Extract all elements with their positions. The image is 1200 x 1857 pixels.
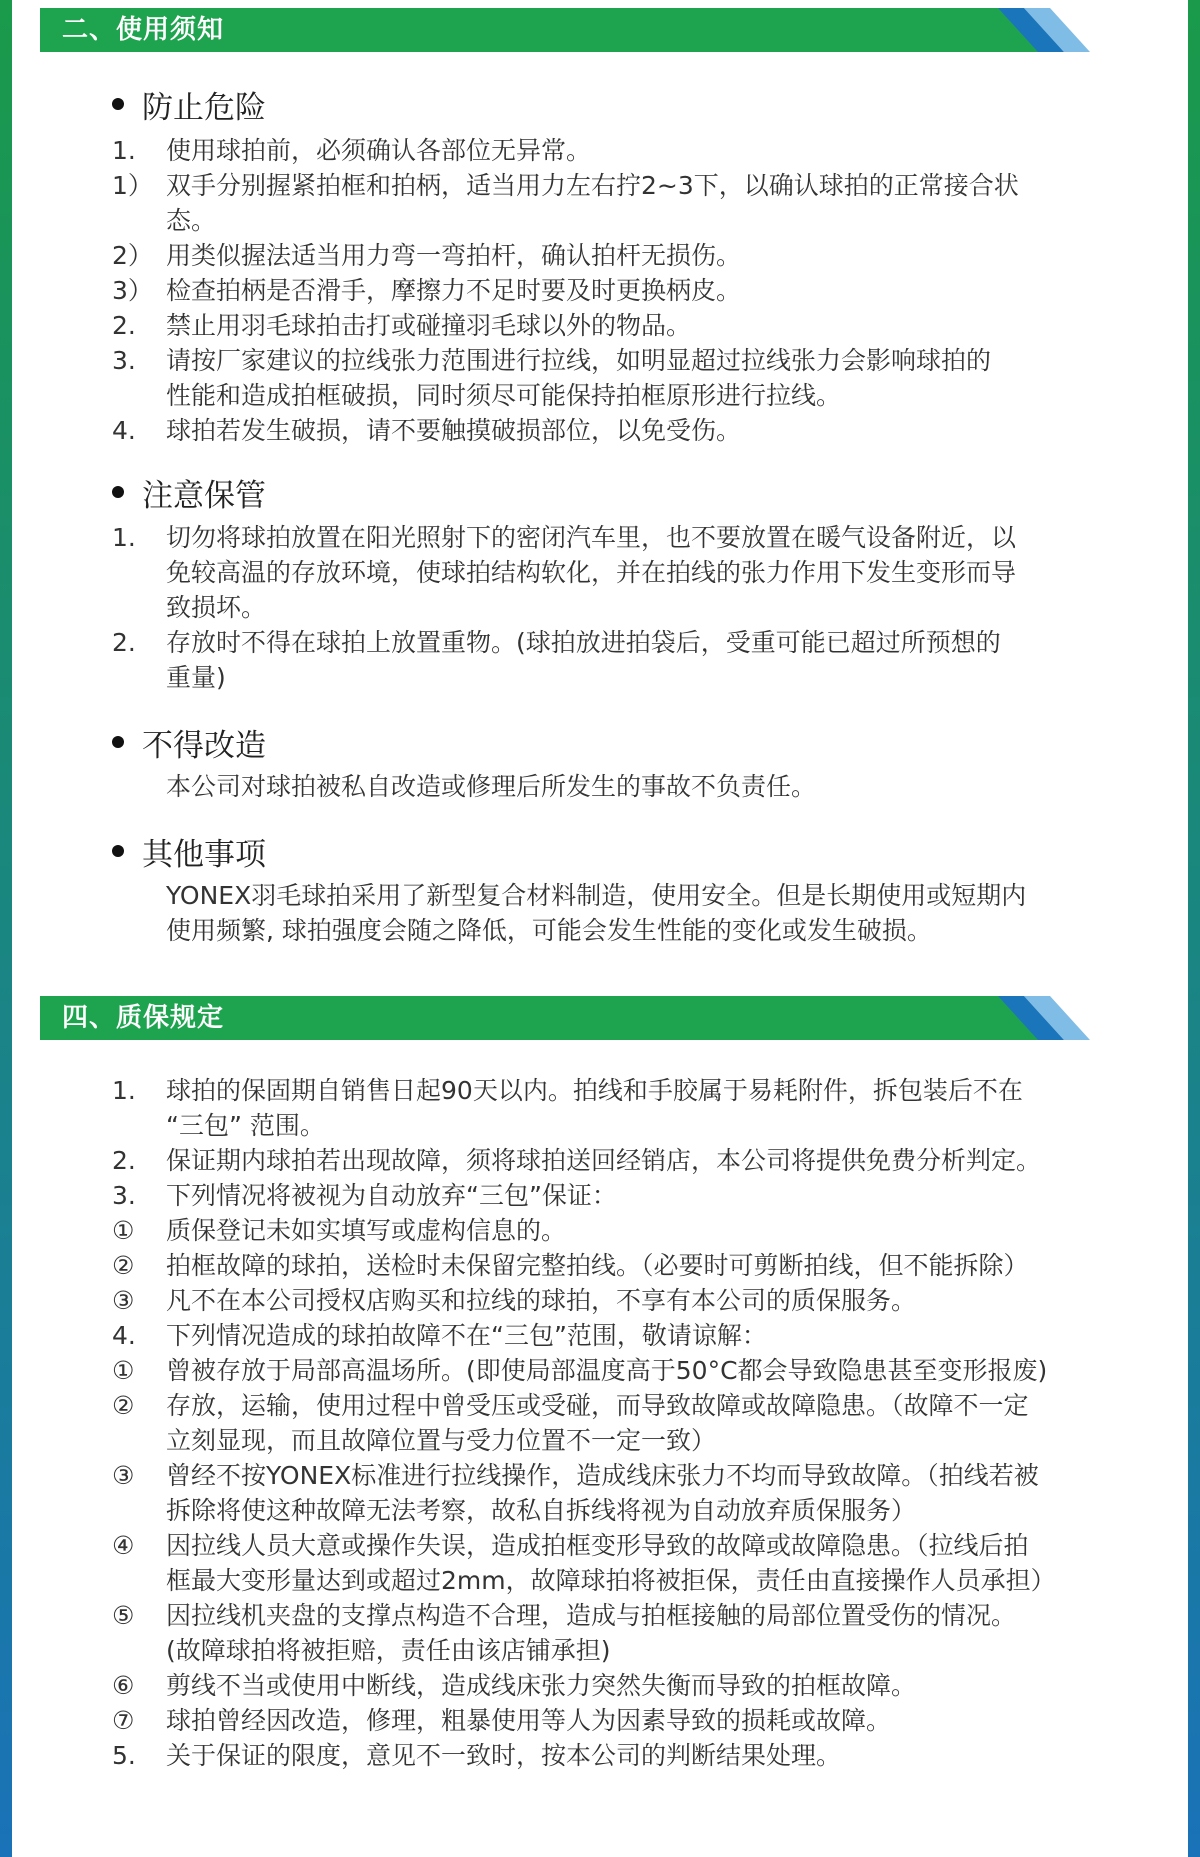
list-item — [112, 1213, 1152, 1248]
item-text: 使用球拍前，必须确认各部位无异常。 — [166, 136, 592, 165]
item-number: 2. — [112, 311, 136, 340]
item-number: 2. — [112, 628, 136, 657]
bullet-icon — [112, 486, 124, 498]
item-number: ⑦ — [112, 1706, 135, 1735]
item-number: 3. — [112, 346, 136, 375]
item-continuation: 性能和造成拍框破损，同时须尽可能保持拍框原形进行拉线。 — [166, 381, 842, 410]
item-continuation: 拆除将使这种故障无法考察，故私自拆线将视为自动放弃质保服务） — [166, 1496, 917, 1525]
heading-storage — [112, 472, 266, 512]
item-continuation: 态。 — [166, 206, 217, 235]
item-text: 检查拍柄是否滑手，摩擦力不足时要及时更换柄皮。 — [166, 276, 742, 305]
item-text: 球拍若发生破损，请不要触摸破损部位，以免受伤。 — [166, 416, 742, 445]
item-text: 质保登记未如实填写或虚构信息的。 — [166, 1216, 567, 1245]
item-number: ⑥ — [112, 1671, 135, 1700]
item-number: 4. — [112, 416, 136, 445]
item-number: 2. — [112, 1146, 136, 1175]
item-text: 用类似握法适当用力弯一弯拍杆，确认拍杆无损伤。 — [166, 241, 742, 270]
item-number: 3） — [112, 276, 153, 305]
heading-danger — [112, 84, 266, 124]
heading-other — [112, 831, 266, 871]
list-item — [112, 273, 1152, 308]
item-text: 球拍曾经因改造，修理，粗暴使用等人为因素导致的损耗或故障。 — [166, 1706, 892, 1735]
bullet-icon — [112, 736, 124, 748]
item-number: 3. — [112, 1181, 136, 1210]
item-number: 5. — [112, 1741, 136, 1770]
item-continuation: 重量) — [166, 663, 226, 692]
left-edge-stripe — [0, 0, 12, 1857]
item-number: 4. — [112, 1321, 136, 1350]
item-text: 曾被存放于局部高温场所。(即使局部温度高于50°C都会导致隐患甚至变形报废) — [166, 1356, 1048, 1385]
list-item — [112, 308, 1152, 343]
list-item — [112, 1318, 1152, 1353]
heading-text: 注意保管 — [142, 477, 266, 514]
right-edge-stripe — [1188, 0, 1200, 1857]
section-banner-warranty — [40, 996, 1080, 1044]
item-text: 禁止用羽毛球拍击打或碰撞羽毛球以外的物品。 — [166, 311, 692, 340]
list-item — [112, 1073, 1152, 1108]
item-number: ③ — [112, 1461, 135, 1490]
list-item — [112, 1178, 1152, 1213]
item-number: ② — [112, 1391, 135, 1420]
list-item — [112, 168, 1152, 203]
bullet-icon — [112, 98, 124, 110]
item-number: ④ — [112, 1531, 135, 1560]
item-number: ① — [112, 1216, 135, 1245]
list-item — [112, 413, 1152, 448]
heading-text: 防止危险 — [142, 89, 266, 126]
paragraph-text: 本公司对球拍被私自改造或修理后所发生的事故不负责任。 — [166, 772, 817, 801]
item-text: 因拉线机夹盘的支撑点构造不合理，造成与拍框接触的局部位置受伤的情况。 — [166, 1601, 1017, 1630]
heading-modify — [112, 722, 266, 762]
item-number: 2） — [112, 241, 153, 270]
section-title: 四、质保规定 — [62, 1003, 225, 1033]
list-item — [112, 1668, 1152, 1703]
item-text: 保证期内球拍若出现故障，须将球拍送回经销店，本公司将提供免费分析判定。 — [166, 1146, 1042, 1175]
item-number: ③ — [112, 1286, 135, 1315]
list-item — [112, 1248, 1152, 1283]
item-text: 关于保证的限度，意见不一致时，按本公司的判断结果处理。 — [166, 1741, 842, 1770]
list-item — [112, 1598, 1152, 1633]
item-text: 因拉线人员大意或操作失误，造成拍框变形导致的故障或故障隐患。（拉线后拍 — [166, 1531, 1029, 1560]
list-item — [112, 343, 1152, 378]
item-continuation: 框最大变形量达到或超过2mm，故障球拍将被拒保，责任由直接操作人员承担） — [166, 1566, 1056, 1595]
item-text: 请按厂家建议的拉线张力范围进行拉线，如明显超过拉线张力会影响球拍的 — [166, 346, 992, 375]
item-text: 双手分别握紧拍框和拍柄，适当用力左右拧2~3下，以确认球拍的正常接合状 — [166, 171, 1019, 200]
item-text: 剪线不当或使用中断线，造成线床张力突然失衡而导致的拍框故障。 — [166, 1671, 917, 1700]
item-number: ⑤ — [112, 1601, 135, 1630]
item-text: 拍框故障的球拍，送检时未保留完整拍线。（必要时可剪断拍线，但不能拆除） — [166, 1251, 1029, 1280]
list-item — [112, 1388, 1152, 1423]
section-title: 二、使用须知 — [62, 15, 225, 45]
item-continuation: 立刻显现，而且故障位置与受力位置不一定一致） — [166, 1426, 717, 1455]
list-item — [112, 1738, 1152, 1773]
section-banner-usage — [40, 8, 1080, 56]
item-text: 凡不在本公司授权店购买和拉线的球拍，不享有本公司的质保服务。 — [166, 1286, 917, 1315]
list-item — [112, 625, 1152, 660]
item-text: 下列情况造成的球拍故障不在“三包”范围，敬请谅解： — [166, 1321, 767, 1350]
item-text: 曾经不按YONEX标准进行拉线操作，造成线床张力不均而导致故障。（拍线若被 — [166, 1461, 1039, 1490]
heading-text: 不得改造 — [142, 727, 266, 764]
paragraph-text: YONEX羽毛球拍采用了新型复合材料制造，使用安全。但是长期使用或短期内 — [166, 881, 1027, 910]
item-number: 1. — [112, 1076, 136, 1105]
item-text: 切勿将球拍放置在阳光照射下的密闭汽车里，也不要放置在暖气设备附近，以 — [166, 523, 1017, 552]
item-continuation: 致损坏。 — [166, 593, 267, 622]
list-item — [112, 133, 1152, 168]
item-continuation: “三包” 范围。 — [166, 1111, 325, 1140]
list-item — [112, 1458, 1152, 1493]
item-number: 1. — [112, 523, 136, 552]
item-number: ② — [112, 1251, 135, 1280]
item-text: 存放时不得在球拍上放置重物。(球拍放进拍袋后，受重可能已超过所预想的 — [166, 628, 1001, 657]
item-number: 1） — [112, 171, 153, 200]
item-continuation: (故障球拍将被拒赔，责任由该店铺承担) — [166, 1636, 611, 1665]
list-item — [112, 1528, 1152, 1563]
item-number: 1. — [112, 136, 136, 165]
paragraph-text: 使用频繁, 球拍强度会随之降低，可能会发生性能的变化或发生破损。 — [166, 916, 932, 945]
item-number: ① — [112, 1356, 135, 1385]
bullet-icon — [112, 845, 124, 857]
list-item — [112, 1353, 1152, 1388]
item-text: 球拍的保固期自销售日起90天以内。拍线和手胶属于易耗附件，拆包装后不在 — [166, 1076, 1023, 1105]
item-text: 存放，运输，使用过程中曾受压或受碰，而导致故障或故障隐患。（故障不一定 — [166, 1391, 1029, 1420]
item-continuation: 免较高温的存放环境，使球拍结构软化，并在拍线的张力作用下发生变形而导 — [166, 558, 1017, 587]
list-item — [112, 238, 1152, 273]
list-item — [112, 520, 1152, 555]
item-text: 下列情况将被视为自动放弃“三包”保证： — [166, 1181, 617, 1210]
list-item — [112, 1283, 1152, 1318]
list-item — [112, 1143, 1152, 1178]
list-item — [112, 1703, 1152, 1738]
heading-text: 其他事项 — [142, 836, 266, 873]
